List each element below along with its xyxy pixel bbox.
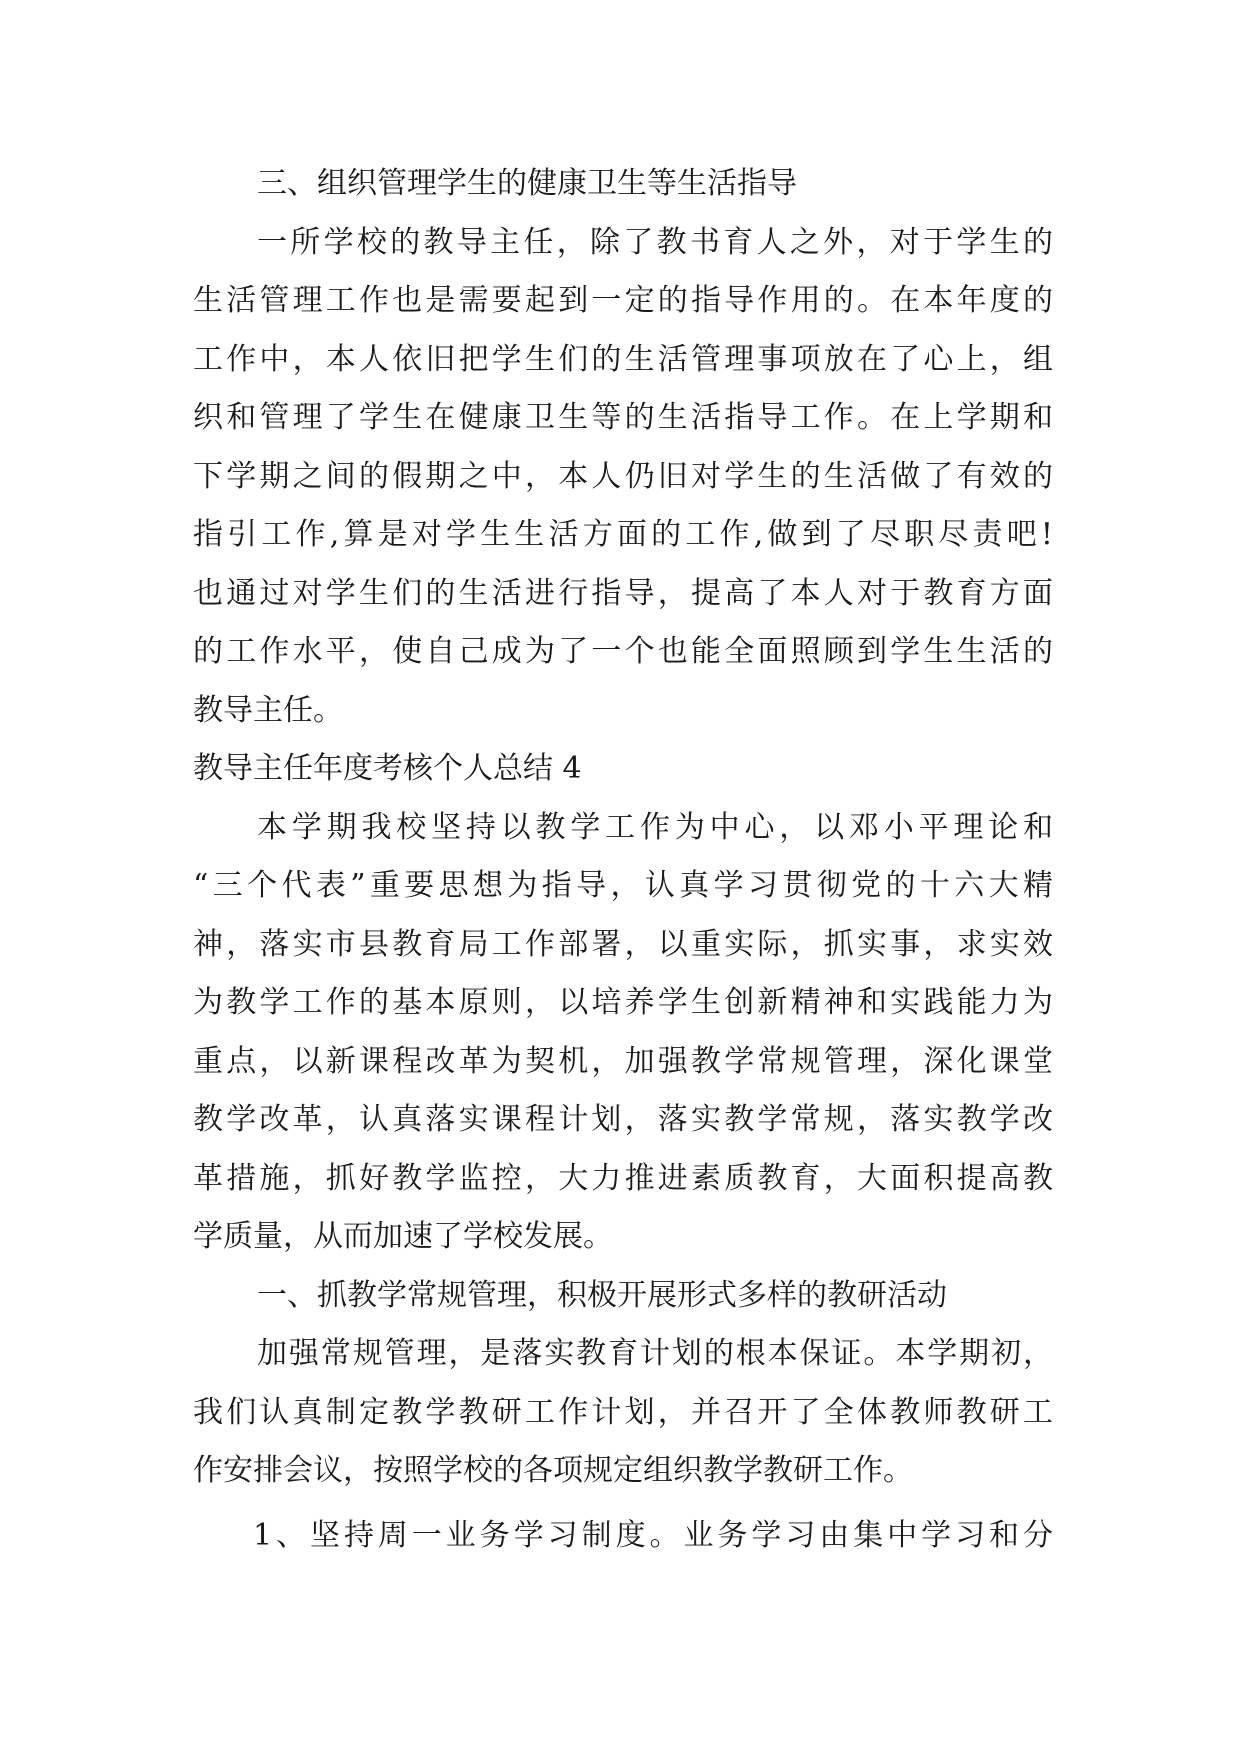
paragraph-line: 为教学工作的基本原则，以培养学生创新精神和实践能力为 bbox=[193, 985, 1053, 1020]
paragraph-line: 织和管理了学生在健康卫生等的生活指导工作。在上学期和 bbox=[193, 400, 1053, 435]
section-heading-teaching-management: 一、抓教学常规管理，积极开展形式多样的教研活动 bbox=[257, 1277, 947, 1313]
paragraph-line: 重点，以新课程改革为契机，加强教学常规管理，深化课堂 bbox=[193, 1043, 1053, 1079]
list-item-line: 1、坚持周一业务学习制度。业务学习由集中学习和分 bbox=[253, 1517, 1053, 1553]
paragraph-line: 指引工作,算是对学生生活方面的工作,做到了尽职尽责吧! bbox=[193, 517, 1053, 552]
paragraph-line: 学质量，从而加速了学校发展。 bbox=[193, 1219, 613, 1254]
document-title: 教导主任年度考核个人总结 4 bbox=[193, 751, 582, 786]
paragraph-line: 加强常规管理，是落实教育计划的根本保证。本学期初， bbox=[257, 1336, 1053, 1371]
paragraph-line: 革措施，抓好教学监控，大力推进素质教育，大面积提高教 bbox=[193, 1160, 1053, 1196]
paragraph-line: 教导主任。 bbox=[193, 692, 343, 728]
section-heading-health-guidance: 三、组织管理学生的健康卫生等生活指导 bbox=[257, 166, 797, 201]
paragraph-line: 下学期之间的假期之中，本人仍旧对学生的生活做了有效的 bbox=[193, 458, 1053, 494]
paragraph-line: 本学期我校坚持以教学工作为中心，以邓小平理论和 bbox=[257, 809, 1053, 845]
paragraph-line: “三个代表”重要思想为指导，认真学习贯彻党的十六大精 bbox=[193, 868, 1053, 903]
paragraph-line: 也通过对学生们的生活进行指导，提高了本人对于教育方面 bbox=[193, 575, 1053, 611]
paragraph-line: 神，落实市县教育局工作部署，以重实际，抓实事，求实效 bbox=[193, 926, 1053, 962]
paragraph-line: 作安排会议，按照学校的各项规定组织教学教研工作。 bbox=[193, 1453, 913, 1488]
paragraph-line: 教学改革，认真落实课程计划，落实教学常规，落实教学改 bbox=[193, 1102, 1053, 1137]
paragraph-line: 工作中，本人依旧把学生们的生活管理事项放在了心上，组 bbox=[193, 341, 1053, 377]
paragraph-line: 的工作水平，使自己成为了一个也能全面照顾到学生生活的 bbox=[193, 634, 1053, 669]
paragraph-line: 一所学校的教导主任，除了教书育人之外，对于学生的 bbox=[257, 224, 1053, 260]
document-body bbox=[193, 155, 1053, 1565]
paragraph-line: 生活管理工作也是需要起到一定的指导作用的。在本年度的 bbox=[193, 283, 1053, 318]
paragraph-line: 我们认真制定教学教研工作计划，并召开了全体教师教研工 bbox=[193, 1394, 1053, 1430]
